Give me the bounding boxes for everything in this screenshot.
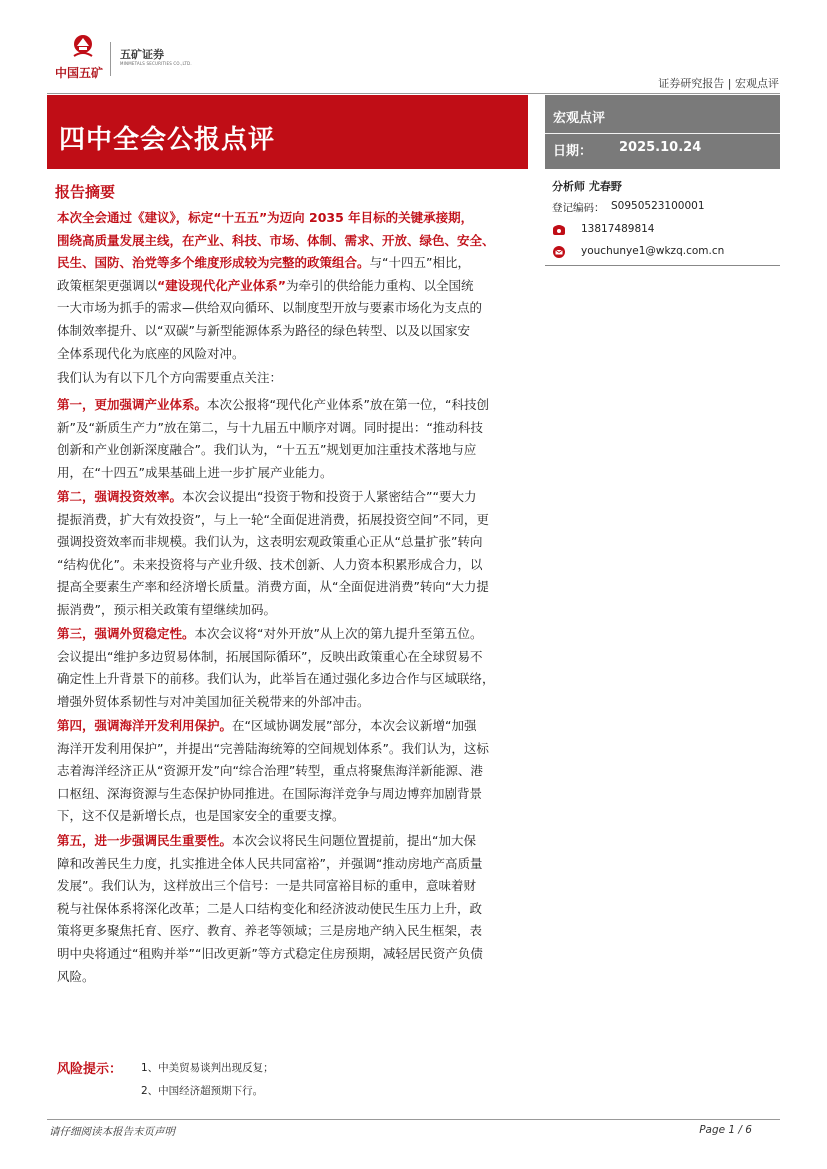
page-number: Page 1 / 6: [699, 1124, 752, 1136]
point-text: 本次公报将“现代化产业体系”放在第一位，“科技创: [207, 397, 489, 412]
risk-item: 1、中美贸易谈判出现反复；: [141, 1062, 274, 1074]
side-divider: [545, 133, 780, 134]
point-line: 确定性上升背景下的前移。我们认为，此举旨在通过强化多边合作与区域联络，: [57, 671, 495, 687]
report-date: 2025.10.24: [619, 140, 702, 155]
point-line: 障和改善民生力度，扎实推进全体人民共同富裕”，并强调“推动房地产高质量: [57, 855, 483, 871]
registration-row: [552, 200, 780, 222]
point-line: [57, 830, 520, 853]
point-line: 明中央将通过“租购并举”“旧改更新”等方式稳定住房预期，减轻居民资产负债: [57, 945, 483, 961]
point-1-paragraph: [57, 394, 520, 484]
minmetals-emblem-icon: [71, 34, 95, 60]
point-line: 创新和产业创新深度融合”。我们认为，“十五五”规划更加注重技术落地与应: [57, 442, 477, 458]
phone-number: 13817489814: [581, 223, 655, 235]
header-divider: [47, 93, 780, 94]
point-line: 风险。: [57, 968, 95, 984]
summary-line: [57, 275, 520, 298]
phone-icon: [552, 224, 566, 236]
focus-intro: [57, 367, 520, 390]
point-line: 会议提出“维护多边贸易体制，拓展国际循环”，反映出政策重心在全球贸易不: [57, 648, 483, 664]
email-link[interactable]: youchunye1@wkzq.com.cn: [581, 245, 725, 257]
point-2-heading: 第二，强调投资效率。: [57, 489, 183, 504]
risk-list: [141, 1060, 274, 1106]
point-line: 税与社保体系将深化改革；二是人口结构变化和经济波动使民生压力上升，政: [57, 900, 483, 916]
point-3-heading: 第三，强调外贸稳定性。: [57, 626, 195, 641]
report-category: 宏观点评: [553, 111, 606, 126]
summary-heading: 报告摘要: [55, 183, 116, 201]
point-text: 本次会议将民生问题位置提前，提出“加大保: [232, 833, 476, 848]
point-line: [57, 623, 520, 646]
logo-main-name: 中国五矿: [55, 66, 104, 80]
point-5-heading: 第五，进一步强调民生重要性。: [57, 833, 233, 848]
point-text: 本次会议将“对外开放”从上次的第九提升至第五位。: [194, 626, 483, 641]
footer-divider: [47, 1119, 780, 1120]
point-line: [57, 394, 520, 417]
point-line: 下，这不仅是新增长点，也是国家安全的重要支撑。: [57, 808, 345, 824]
point-line: 强调投资效率而非规模。我们认为，这表明宏观政策重心正从“总量扩张”转向: [57, 534, 483, 550]
phone-row: [552, 222, 780, 244]
summary-line: 一大市场为抓手的需求—供给双向循环、以制度型开放与要素市场化为支点的: [57, 300, 483, 316]
point-5-paragraph: [57, 830, 520, 988]
summary-line: [57, 252, 520, 275]
logo-divider: [110, 42, 111, 76]
point-text: 本次会议提出“投资于物和投资于人紧密结合”“要大力: [182, 489, 477, 504]
point-line: 口枢纽、深海资源与生态保护协同推进。在国际海洋竞争与周边博弈加剧背景: [57, 785, 483, 801]
registration-label: 登记编码：: [552, 202, 605, 214]
point-line: 策将更多聚焦托育、医疗、教育、养老等领域；三是房地产纳入民生框架，表: [57, 923, 483, 939]
summary-paragraph: [57, 207, 520, 365]
email-row: [552, 244, 780, 266]
page-title: 四中全会公报点评: [59, 125, 276, 155]
point-4-paragraph: [57, 715, 520, 828]
point-line: [57, 715, 520, 738]
registration-number: S0950523100001: [611, 200, 705, 212]
point-text: 在“区域协调发展”部分，本次会议新增“加强: [232, 718, 477, 733]
summary-text: 与“十四五”相比，: [369, 255, 470, 271]
email-icon: [552, 246, 566, 258]
point-2-paragraph: [57, 486, 520, 622]
point-line: 新”及“新质生产力”放在第二，与十九届五中顺序对调。同时提出：“推动科技: [57, 419, 483, 435]
analyst-info: [552, 178, 780, 266]
point-1-heading: 第一，更加强调产业体系。: [57, 397, 208, 412]
point-line: “结构优化”。未来投资将与产业升级、技术创新、人力资本积累形成合力，以: [57, 556, 483, 572]
point-line: 提高全要素生产率和经济增长质量。消费方面，从“全面促进消费”转向“大力提: [57, 579, 489, 595]
footer-disclaimer: 请仔细阅读本报告末页声明: [49, 1126, 175, 1138]
point-4-heading: 第四，强调海洋开发利用保护。: [57, 718, 233, 733]
side-info-box: [545, 95, 780, 169]
risk-heading: 风险提示：: [57, 1062, 123, 1077]
logo-sub-name: 五矿证券: [120, 48, 164, 61]
point-line: 用，在“十四五”成果基础上进一步扩展产业能力。: [57, 464, 333, 480]
doc-type-label: 证券研究报告 | 宏观点评: [658, 77, 779, 90]
summary-line: 体制效率提升、以“双碳”与新型能源体系为路径的绿色转型、以及以国家安: [57, 322, 470, 338]
date-label: 日期：: [553, 144, 593, 159]
risk-item: 2、中国经济超预期下行。: [141, 1085, 264, 1097]
focus-intro-text: 我们认为有以下几个方向需要重点关注：: [57, 370, 283, 385]
summary-text: 政策框架更强调以: [57, 277, 158, 293]
summary-text: 为牵引的供给能力重构、以全国统: [285, 277, 474, 293]
summary-emphasis: 民生、国防、治党等多个维度形成较为完整的政策组合。: [57, 255, 370, 271]
point-line: 志着海洋经济正从“资源开发”向“综合治理”转型，重点将聚焦海洋新能源、港: [57, 763, 483, 779]
point-line: 增强外贸体系韧性与对冲美国加征关税带来的外部冲击。: [57, 693, 370, 709]
side-bottom-divider: [545, 265, 780, 266]
summary-emphasis: “建设现代化产业体系”: [157, 277, 286, 293]
summary-line: 全体系现代化为底座的风险对冲。: [57, 345, 245, 361]
point-line: 振消费”，预示相关政策有望继续加码。: [57, 601, 276, 617]
analyst-name: 分析师 尤春野: [552, 180, 622, 193]
company-logo: [55, 34, 192, 84]
summary-line: 本次全会通过《建议》，标定“十五五”为迈向 2035 年目标的关键承接期，: [57, 210, 474, 225]
summary-line: 围绕高质量发展主线，在产业、科技、市场、体制、需求、开放、绿色、安全、: [57, 232, 495, 248]
title-banner: [47, 95, 528, 169]
logo-sub-en: MINMETALS SECURITIES CO.,LTD.: [120, 61, 192, 66]
point-line: [57, 486, 520, 509]
point-line: 提振消费，扩大有效投资”，与上一轮“全面促进消费，拓展投资空间”不同，更: [57, 511, 489, 527]
point-line: 发展”。我们认为，这样放出三个信号：一是共同富裕目标的重申，意味着财: [57, 878, 476, 894]
point-3-paragraph: [57, 623, 520, 713]
point-line: 海洋开发利用保护”，并提出“完善陆海统筹的空间规划体系”。我们认为，这标: [57, 740, 489, 756]
